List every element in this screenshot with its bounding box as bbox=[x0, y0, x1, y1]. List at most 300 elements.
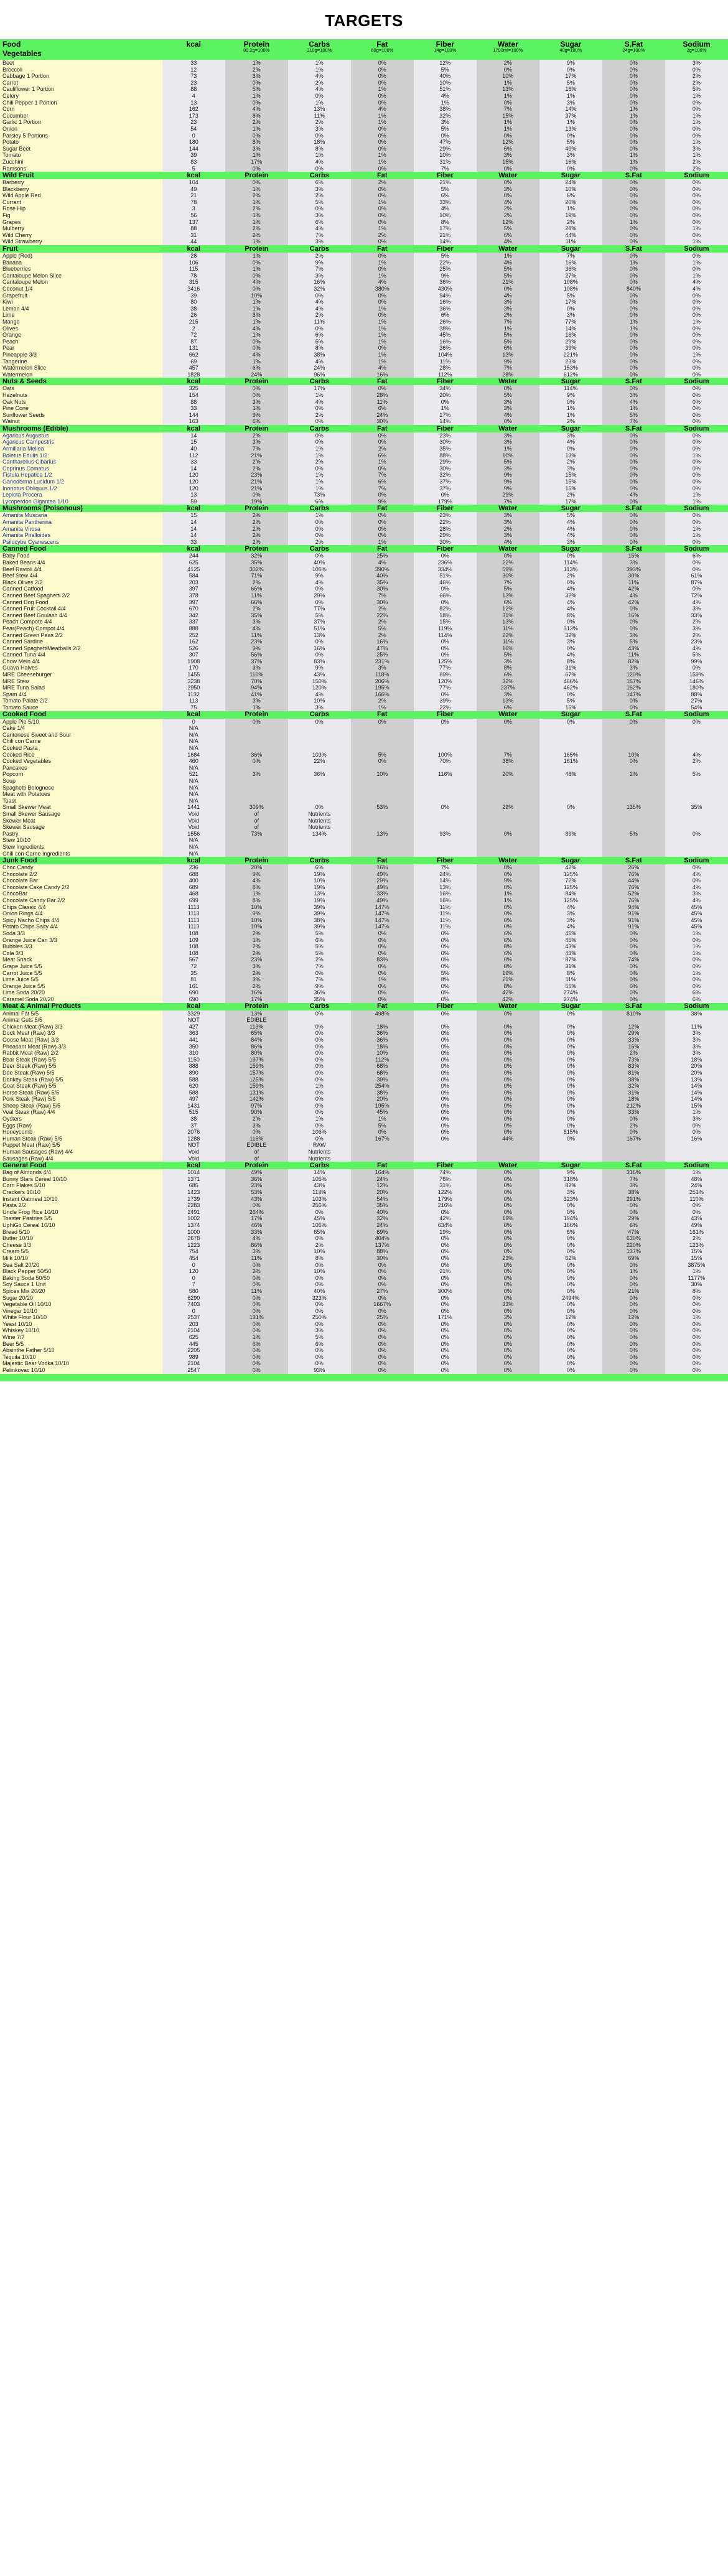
column-header-food: Food bbox=[2, 40, 21, 49]
cell-kcal: 468 bbox=[162, 890, 225, 897]
food-name-cell: Amanita Muscaria bbox=[0, 512, 162, 519]
cell-protein: 2% bbox=[225, 67, 288, 73]
cell-fiber: 30% bbox=[414, 439, 477, 446]
cell-protein: 17% bbox=[225, 996, 288, 1003]
cell-fiber: 14% bbox=[414, 418, 477, 425]
table-row bbox=[0, 412, 728, 419]
column-header-label: S.Fat bbox=[625, 505, 642, 513]
cell-water: 1% bbox=[477, 119, 539, 126]
cell-water: 0% bbox=[477, 1295, 539, 1302]
cell-protein: 0% bbox=[225, 719, 288, 726]
cell-fiber: 22% bbox=[414, 259, 477, 266]
cell-sfat: 0% bbox=[602, 338, 665, 345]
column-header-label: Carbs bbox=[309, 172, 329, 179]
cell-sodium: 0% bbox=[665, 1354, 728, 1361]
cell-fat: 137% bbox=[351, 1242, 414, 1249]
cell-kcal: 0 bbox=[162, 133, 225, 139]
cell-sodium: 1% bbox=[665, 532, 728, 539]
table-row bbox=[0, 319, 728, 325]
cell-fiber: 0% bbox=[414, 956, 477, 963]
food-name-cell: Skewer Sausage bbox=[0, 824, 162, 831]
cell-fat: 0% bbox=[351, 996, 414, 1003]
cell-carbs: 77% bbox=[288, 605, 351, 612]
cell-carbs: 5% bbox=[288, 930, 351, 937]
cell-carbs: 0% bbox=[288, 553, 351, 559]
cell-fat: 4% bbox=[351, 559, 414, 566]
cell-carbs: 7% bbox=[288, 963, 351, 970]
cell-sodium: 16% bbox=[665, 1136, 728, 1142]
cell-kcal: 33 bbox=[162, 405, 225, 412]
cell-sfat: 91% bbox=[602, 910, 665, 917]
cell-fiber: 29% bbox=[414, 459, 477, 465]
cell-sugar: 16% bbox=[539, 159, 602, 166]
table-row bbox=[0, 392, 728, 399]
cell-sodium bbox=[665, 851, 728, 857]
cell-fiber bbox=[414, 844, 477, 851]
cell-water: 13% bbox=[477, 352, 539, 358]
table-row bbox=[0, 1209, 728, 1216]
cell-sfat: 76% bbox=[602, 897, 665, 904]
cell-fiber: 216% bbox=[414, 1202, 477, 1209]
cell-fiber: 0% bbox=[414, 1262, 477, 1269]
cell-sfat bbox=[602, 785, 665, 791]
cell-carbs: 0% bbox=[288, 1136, 351, 1142]
column-header-label: Fat bbox=[377, 857, 388, 864]
cell-fiber: 70% bbox=[414, 758, 477, 765]
cell-water: 23% bbox=[477, 1255, 539, 1262]
cell-fat: 5% bbox=[351, 1122, 414, 1129]
cell-protein: 37% bbox=[225, 658, 288, 665]
cell-protein: 71% bbox=[225, 572, 288, 579]
cell-sodium: 5% bbox=[665, 651, 728, 658]
cell-water bbox=[477, 778, 539, 785]
cell-carbs: 4% bbox=[288, 299, 351, 306]
cell-protein: 3% bbox=[225, 312, 288, 319]
cell-water: 6% bbox=[477, 950, 539, 957]
cell-protein: 66% bbox=[225, 599, 288, 606]
cell-carbs: 7% bbox=[288, 232, 351, 239]
cell-fat: 0% bbox=[351, 192, 414, 199]
cell-kcal: 1374 bbox=[162, 1222, 225, 1229]
column-header-label: Fiber bbox=[436, 40, 454, 49]
cell-protein: 142% bbox=[225, 1096, 288, 1103]
food-name-cell: Beef Stew 4/4 bbox=[0, 572, 162, 579]
cell-protein: 2% bbox=[225, 205, 288, 212]
cell-sugar: 9% bbox=[539, 60, 602, 67]
food-name-cell: Absinthe Father 5/10 bbox=[0, 1347, 162, 1354]
cell-fat: 53% bbox=[351, 804, 414, 811]
cell-fiber: 17% bbox=[414, 225, 477, 232]
cell-fat: 0% bbox=[351, 100, 414, 106]
table-row bbox=[0, 1354, 728, 1361]
cell-sodium: 0% bbox=[665, 559, 728, 566]
food-name-cell: Vinegar 10/10 bbox=[0, 1308, 162, 1315]
cell-water bbox=[477, 811, 539, 818]
cell-fiber: 0% bbox=[414, 983, 477, 990]
cell-carbs: 1% bbox=[288, 452, 351, 459]
cell-sugar: 1% bbox=[539, 93, 602, 100]
cell-protein: 3% bbox=[225, 618, 288, 625]
cell-protein: 0% bbox=[225, 758, 288, 765]
cell-fat: 0% bbox=[351, 492, 414, 498]
column-header-label: Sugar bbox=[561, 1162, 581, 1169]
cell-protein bbox=[225, 837, 288, 844]
cell-carbs: 17% bbox=[288, 385, 351, 392]
cell-carbs: 18% bbox=[288, 139, 351, 146]
table-row bbox=[0, 539, 728, 546]
column-header-kcal bbox=[162, 505, 225, 512]
cell-water bbox=[477, 837, 539, 844]
cell-water: 1% bbox=[477, 897, 539, 904]
cell-fat: 0% bbox=[351, 519, 414, 526]
cell-protein: 35% bbox=[225, 559, 288, 566]
cell-fat: 0% bbox=[351, 139, 414, 146]
cell-protein: 157% bbox=[225, 1070, 288, 1076]
cell-fiber: 0% bbox=[414, 1037, 477, 1043]
cell-fiber: 0% bbox=[414, 1321, 477, 1328]
cell-sugar: 462% bbox=[539, 684, 602, 691]
cell-water: 3% bbox=[477, 512, 539, 519]
cell-water: 0% bbox=[477, 1196, 539, 1203]
cell-sugar: 274% bbox=[539, 989, 602, 996]
cell-fat bbox=[351, 851, 414, 857]
cell-sugar: 5% bbox=[539, 512, 602, 519]
cell-carbs: 4% bbox=[288, 579, 351, 586]
cell-sugar: 31% bbox=[539, 963, 602, 970]
food-name-cell: Cooked Pasta bbox=[0, 745, 162, 752]
cell-sfat: 0% bbox=[602, 253, 665, 259]
section-title: Mushrooms (Poisonous) bbox=[0, 505, 162, 512]
cell-sfat bbox=[602, 791, 665, 798]
food-name-cell: Cabbage 1 Portion bbox=[0, 73, 162, 80]
cell-protein: 2% bbox=[225, 225, 288, 232]
cell-sugar: 0% bbox=[539, 1103, 602, 1109]
table-row bbox=[0, 365, 728, 371]
cell-sfat: 3% bbox=[602, 665, 665, 671]
cell-sugar: 0% bbox=[539, 1090, 602, 1096]
cell-fiber: 36% bbox=[414, 279, 477, 286]
column-header-label: Fiber bbox=[436, 545, 454, 553]
cell-sugar: 0% bbox=[539, 1070, 602, 1076]
cell-carbs: 0% bbox=[288, 1096, 351, 1103]
cell-protein: 0% bbox=[225, 338, 288, 345]
cell-carbs: 0% bbox=[288, 1043, 351, 1050]
cell-kcal: 15 bbox=[162, 512, 225, 519]
cell-sfat bbox=[602, 851, 665, 857]
food-name-cell: Caramel Soda 20/20 bbox=[0, 996, 162, 1003]
column-header-label: Fat bbox=[377, 172, 388, 179]
column-header-sodium bbox=[665, 172, 728, 179]
table-row bbox=[0, 259, 728, 266]
column-header-label: Sugar bbox=[561, 505, 581, 513]
food-name-cell: Carrot Juice 5/5 bbox=[0, 970, 162, 977]
cell-sodium: 0% bbox=[665, 1327, 728, 1334]
cell-water: 0% bbox=[477, 719, 539, 726]
column-header-label: Sodium bbox=[684, 505, 709, 513]
table-row bbox=[0, 566, 728, 573]
cell-fat: 12% bbox=[351, 1182, 414, 1189]
cell-fiber bbox=[414, 1155, 477, 1162]
table-row bbox=[0, 532, 728, 539]
cell-kcal: 0 bbox=[162, 1308, 225, 1315]
cell-fiber: 0% bbox=[414, 399, 477, 406]
food-name-cell: Duck Meat (Raw) 3/3 bbox=[0, 1030, 162, 1037]
cell-fiber: 179% bbox=[414, 1196, 477, 1203]
cell-protein: 7% bbox=[225, 446, 288, 452]
cell-fiber: 0% bbox=[414, 1235, 477, 1242]
food-name-cell: Orange Juice 5/5 bbox=[0, 983, 162, 990]
cell-carbs: 39% bbox=[288, 904, 351, 911]
cell-kcal: 180 bbox=[162, 139, 225, 146]
cell-carbs: 83% bbox=[288, 658, 351, 665]
cell-kcal: 2537 bbox=[162, 1314, 225, 1321]
food-name-cell: Mulberry bbox=[0, 225, 162, 232]
table-row bbox=[0, 970, 728, 977]
cell-carbs: 40% bbox=[288, 1288, 351, 1295]
food-name-cell: Cantharellus Cibarius bbox=[0, 459, 162, 465]
table-row bbox=[0, 851, 728, 857]
column-header-sub: 24g=100% bbox=[622, 47, 645, 53]
cell-sugar: 11% bbox=[539, 976, 602, 983]
cell-fiber: 5% bbox=[414, 970, 477, 977]
cell-sugar: 815% bbox=[539, 1129, 602, 1136]
cell-kcal: 106 bbox=[162, 259, 225, 266]
cell-sugar: 8% bbox=[539, 970, 602, 977]
column-header-sfat bbox=[602, 1003, 665, 1010]
food-name-cell: Cantonese Sweet and Sour bbox=[0, 732, 162, 739]
cell-protein: 17% bbox=[225, 159, 288, 166]
cell-carbs: 4% bbox=[288, 86, 351, 93]
food-name-cell: Human Sausages (Raw) 4/4 bbox=[0, 1149, 162, 1155]
food-name-cell: Grape Juice 5/5 bbox=[0, 963, 162, 970]
cell-sfat: 0% bbox=[602, 1301, 665, 1308]
cell-fiber: 4% bbox=[414, 93, 477, 100]
cell-fiber: 0% bbox=[414, 1295, 477, 1302]
food-name-cell: Veal Steak (Raw) 4/4 bbox=[0, 1109, 162, 1116]
cell-water: 4% bbox=[477, 292, 539, 299]
food-name-cell: Sugar 20/20 bbox=[0, 1295, 162, 1302]
footer-cell bbox=[477, 1374, 539, 1381]
food-name-cell: Choc Candy bbox=[0, 864, 162, 871]
cell-sfat: 0% bbox=[602, 1360, 665, 1367]
cell-carbs: 5% bbox=[288, 612, 351, 619]
cell-water bbox=[477, 824, 539, 831]
cell-carbs: 3% bbox=[288, 1327, 351, 1334]
cell-carbs: Nutrients bbox=[288, 811, 351, 818]
cell-protein: 33% bbox=[225, 1229, 288, 1236]
cell-fat: 2% bbox=[351, 698, 414, 704]
cell-protein: 41% bbox=[225, 691, 288, 698]
cell-sodium: 43% bbox=[665, 1215, 728, 1222]
table-row bbox=[0, 192, 728, 199]
cell-fiber: 0% bbox=[414, 553, 477, 559]
cell-sugar: 19% bbox=[539, 212, 602, 219]
cell-sugar: 32% bbox=[539, 632, 602, 639]
cell-sodium: 99% bbox=[665, 658, 728, 665]
cell-water: 0% bbox=[477, 1090, 539, 1096]
food-name-cell: Pine Cone bbox=[0, 405, 162, 412]
cell-sodium: 1% bbox=[665, 139, 728, 146]
cell-sugar: 1% bbox=[539, 412, 602, 419]
food-name-cell: Coconut 1/4 bbox=[0, 286, 162, 292]
cell-sugar: 0% bbox=[539, 446, 602, 452]
cell-protein: 49% bbox=[225, 1169, 288, 1176]
column-header-label: Fiber bbox=[436, 1002, 454, 1010]
food-name-cell: Cauliflower 1 Portion bbox=[0, 86, 162, 93]
cell-protein: 1% bbox=[225, 238, 288, 245]
cell-kcal: 13 bbox=[162, 100, 225, 106]
cell-carbs: 0% bbox=[288, 1354, 351, 1361]
cell-sugar: 5% bbox=[539, 139, 602, 146]
cell-fiber: 36% bbox=[414, 345, 477, 352]
cell-sugar: 0% bbox=[539, 1043, 602, 1050]
cell-carbs: 0% bbox=[288, 292, 351, 299]
cell-protein: 2% bbox=[225, 950, 288, 957]
cell-sugar: 2494% bbox=[539, 1295, 602, 1302]
cell-kcal: 497 bbox=[162, 1096, 225, 1103]
cell-protein: 197% bbox=[225, 1057, 288, 1063]
cell-carbs: 103% bbox=[288, 752, 351, 758]
cell-water: 0% bbox=[477, 1063, 539, 1070]
cell-fat: 16% bbox=[351, 638, 414, 645]
cell-carbs: 0% bbox=[288, 519, 351, 526]
cell-sfat: 162% bbox=[602, 684, 665, 691]
column-header-kcal bbox=[162, 1003, 225, 1010]
cell-sfat: 0% bbox=[602, 352, 665, 358]
cell-fiber: 6% bbox=[414, 192, 477, 199]
section-title: Fruit bbox=[0, 245, 162, 253]
cell-protein: 0% bbox=[225, 286, 288, 292]
cell-carbs: 4% bbox=[288, 691, 351, 698]
column-header-label: Water bbox=[498, 545, 518, 553]
cell-kcal: 454 bbox=[162, 1255, 225, 1262]
cell-carbs: 3% bbox=[288, 238, 351, 245]
cell-fiber: 13% bbox=[414, 884, 477, 891]
cell-carbs: 6% bbox=[288, 219, 351, 226]
cell-carbs: 7% bbox=[288, 976, 351, 983]
cell-sugar: 4% bbox=[539, 519, 602, 526]
cell-fat: 0% bbox=[351, 758, 414, 765]
cell-kcal: 37 bbox=[162, 1122, 225, 1129]
food-name-cell: Guava Halves bbox=[0, 665, 162, 671]
cell-fiber: 11% bbox=[414, 358, 477, 365]
column-header-label: Fat bbox=[377, 1002, 388, 1010]
cell-water: 6% bbox=[477, 345, 539, 352]
cell-sodium bbox=[665, 765, 728, 772]
cell-water: 28% bbox=[477, 371, 539, 378]
cell-fat: 0% bbox=[351, 60, 414, 67]
cell-sugar bbox=[539, 732, 602, 739]
cell-sodium: 0% bbox=[665, 179, 728, 186]
cell-sodium: 1% bbox=[665, 152, 728, 159]
cell-sugar: 4% bbox=[539, 605, 602, 612]
section-header-row bbox=[0, 505, 728, 512]
cell-fiber: 0% bbox=[414, 1242, 477, 1249]
cell-fiber: 77% bbox=[414, 684, 477, 691]
cell-sodium: 0% bbox=[665, 299, 728, 306]
table-row bbox=[0, 983, 728, 990]
cell-protein: 11% bbox=[225, 1288, 288, 1295]
cell-fat: 0% bbox=[351, 1275, 414, 1282]
table-row bbox=[0, 1010, 728, 1017]
cell-protein: 66% bbox=[225, 586, 288, 592]
column-header-label: Fat bbox=[376, 40, 388, 49]
cell-fiber: 0% bbox=[414, 719, 477, 726]
cell-sfat: 12% bbox=[602, 1024, 665, 1030]
column-header-label: Carbs bbox=[309, 1002, 329, 1010]
cell-sugar: 15% bbox=[539, 485, 602, 492]
cell-fat bbox=[351, 837, 414, 844]
column-header-label: Sugar bbox=[561, 424, 581, 432]
cell-water: 0% bbox=[477, 192, 539, 199]
cell-sodium: 24% bbox=[665, 1182, 728, 1189]
column-header-sub: 89.2g=100% bbox=[243, 47, 270, 53]
cell-sfat: 0% bbox=[602, 963, 665, 970]
cell-sugar: 14% bbox=[539, 106, 602, 113]
cell-fat: 0% bbox=[351, 1281, 414, 1288]
section-header-row bbox=[0, 857, 728, 864]
cell-fiber: 28% bbox=[414, 365, 477, 371]
cell-sfat: 0% bbox=[602, 1262, 665, 1269]
cell-fiber: 32% bbox=[414, 472, 477, 478]
cell-carbs bbox=[288, 725, 351, 732]
cell-sugar: 5% bbox=[539, 292, 602, 299]
table-row bbox=[0, 60, 728, 67]
cell-kcal: 15 bbox=[162, 439, 225, 446]
column-header-label: Sodium bbox=[684, 711, 709, 719]
cell-kcal: 83 bbox=[162, 159, 225, 166]
column-header-carbs bbox=[288, 172, 351, 179]
cell-sodium: 0% bbox=[665, 539, 728, 546]
food-name-cell: Ganoderma Lucidum 1/2 bbox=[0, 478, 162, 485]
cell-protein: 2% bbox=[225, 605, 288, 612]
cell-sfat bbox=[602, 725, 665, 732]
cell-sfat: 82% bbox=[602, 658, 665, 665]
cell-kcal: 72 bbox=[162, 963, 225, 970]
cell-fiber: 88% bbox=[414, 452, 477, 459]
cell-sfat: 0% bbox=[602, 1116, 665, 1122]
cell-sodium: 1% bbox=[665, 498, 728, 505]
cell-sodium: 1% bbox=[665, 1109, 728, 1116]
cell-carbs: 0% bbox=[288, 526, 351, 533]
cell-protein: 0% bbox=[225, 1129, 288, 1136]
cell-kcal: 3416 bbox=[162, 286, 225, 292]
cell-sugar: 114% bbox=[539, 385, 602, 392]
table-row bbox=[0, 1050, 728, 1057]
cell-sfat: 73% bbox=[602, 1057, 665, 1063]
cell-sfat: 69% bbox=[602, 1255, 665, 1262]
table-row bbox=[0, 1314, 728, 1321]
cell-sodium: 0% bbox=[665, 385, 728, 392]
cell-protein: EDIBLE bbox=[225, 1017, 288, 1024]
cell-water bbox=[477, 785, 539, 791]
cell-sfat: 33% bbox=[602, 1109, 665, 1116]
cell-water bbox=[477, 745, 539, 752]
column-header-protein bbox=[225, 39, 288, 60]
food-name-cell: Sheep Steak (Raw) 5/5 bbox=[0, 1103, 162, 1109]
table-row bbox=[0, 1149, 728, 1155]
cell-sfat: 38% bbox=[602, 1076, 665, 1083]
cell-sodium: 35% bbox=[665, 804, 728, 811]
column-header-label: S.Fat bbox=[625, 1162, 642, 1169]
column-header-fat bbox=[351, 1162, 414, 1169]
table-row bbox=[0, 1169, 728, 1176]
column-header-label: Water bbox=[498, 245, 518, 253]
table-row bbox=[0, 745, 728, 752]
cell-sfat bbox=[602, 824, 665, 831]
food-name-cell: Spam 4/4 bbox=[0, 691, 162, 698]
table-row bbox=[0, 1308, 728, 1315]
